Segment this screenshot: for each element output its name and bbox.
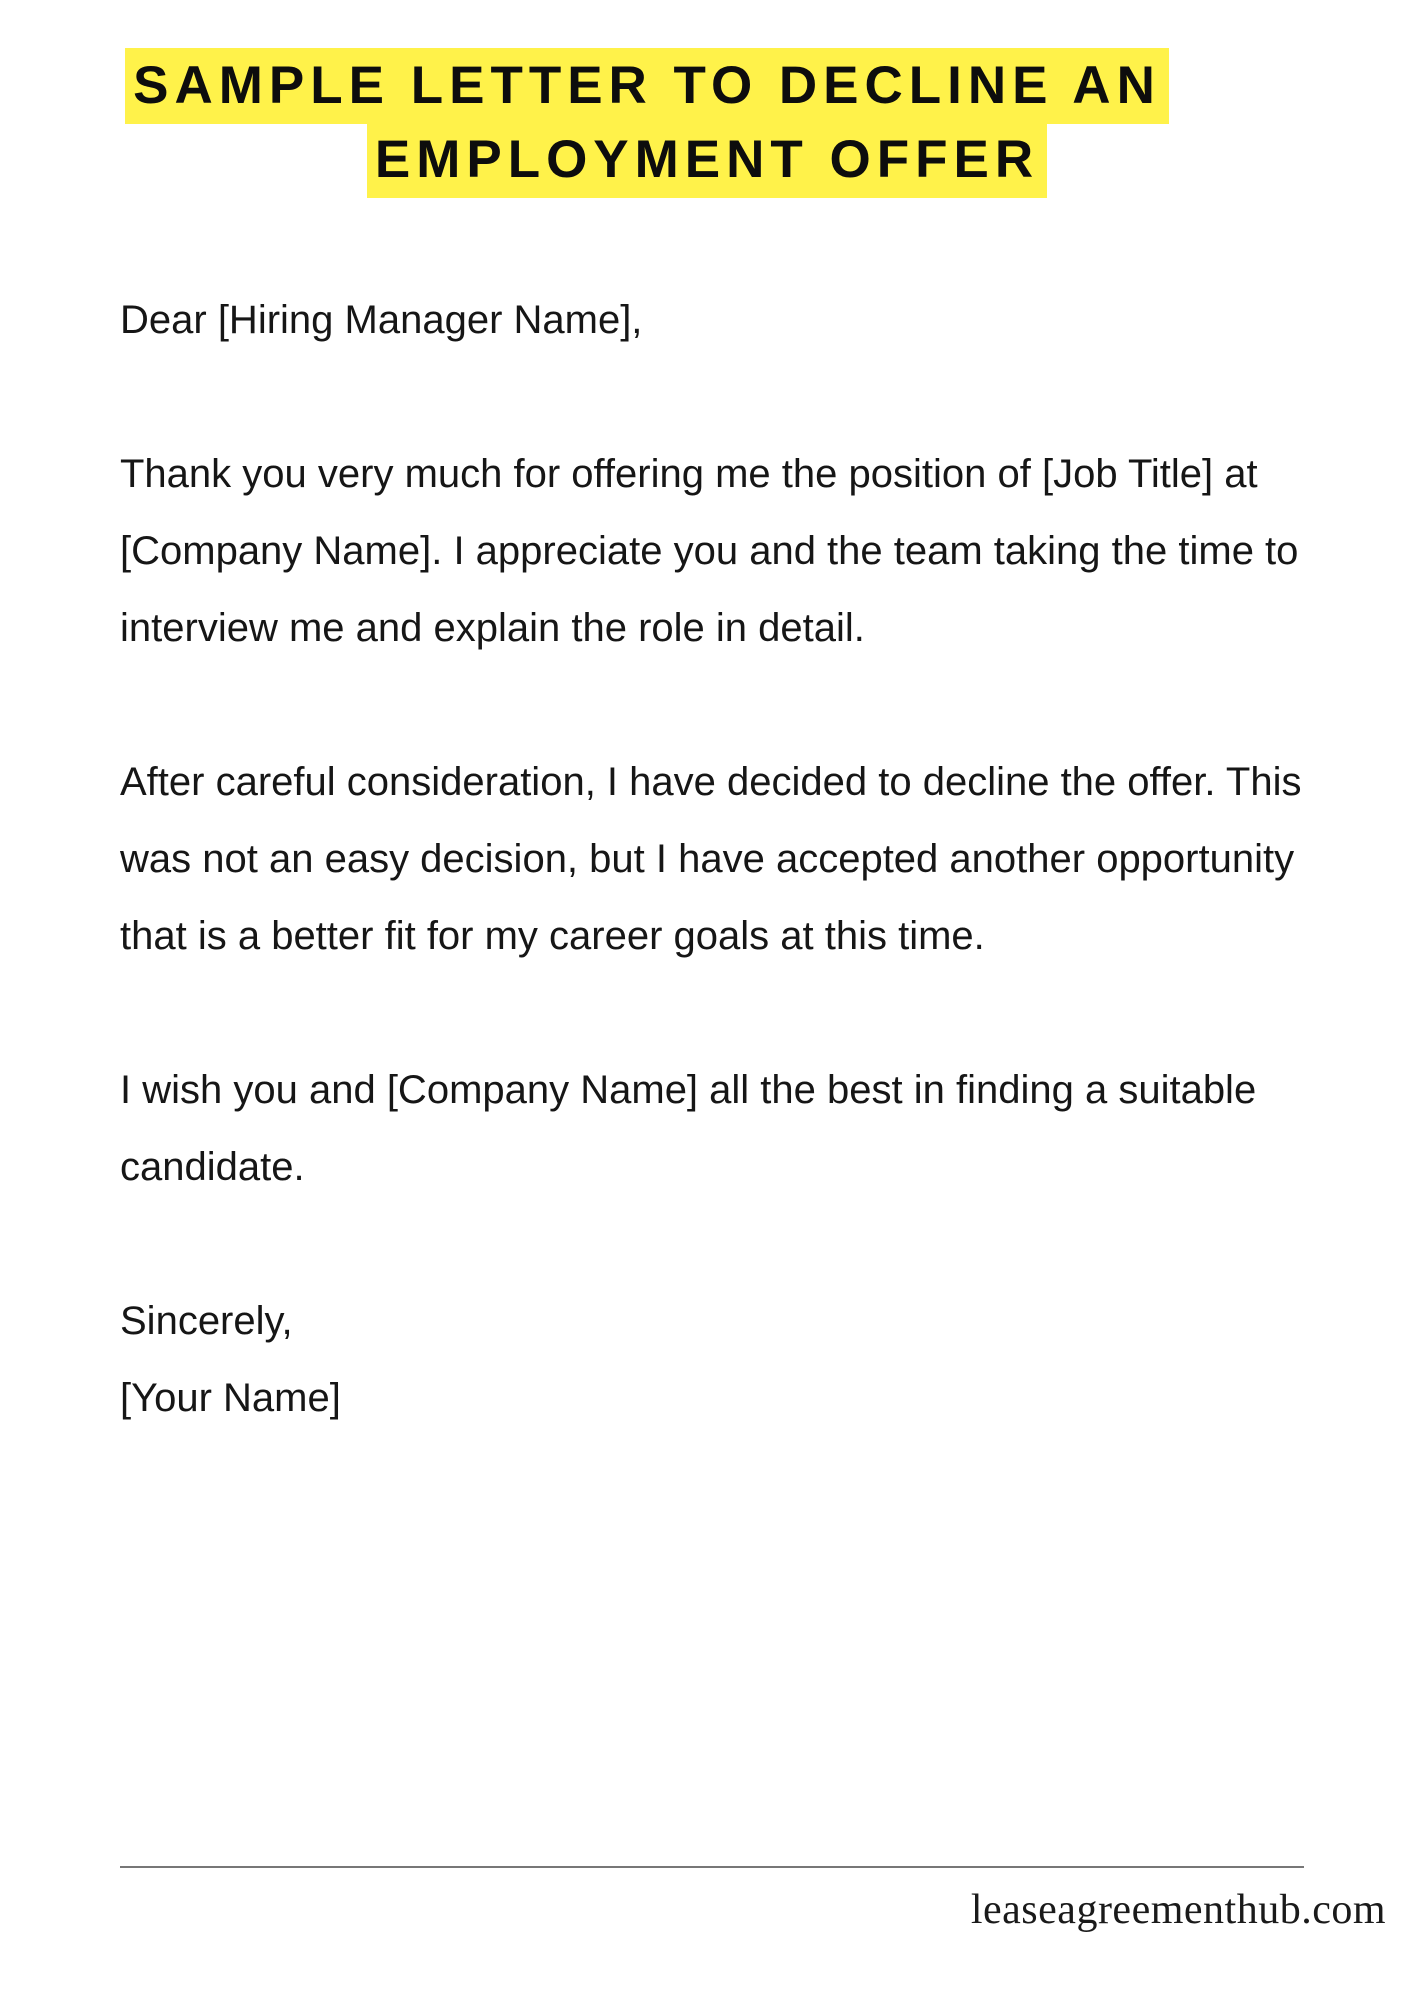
paragraph-wishes: I wish you and [Company Name] all the best in finding a suitable candidate. (120, 1068, 1257, 1189)
title-line-1: SAMPLE LETTER TO DECLINE AN (125, 48, 1169, 124)
signature: [Your Name] (120, 1376, 341, 1420)
salutation: Dear [Hiring Manager Name], (120, 298, 643, 342)
page-title (0, 48, 1414, 198)
paragraph-decline: After careful consideration, I have decided to decline the offer. This was not an easy decision, but I have accepted another opportunity that is a better fit for my career goals at this time. (120, 760, 1302, 958)
footer-website: leaseagreementhub.com (970, 1887, 1386, 1933)
paragraph-thanks: Thank you very much for offering me the position of [Job Title] at [Company Name]. I appreciate you and the team taking the time to interview me and explain the role in detail. (120, 452, 1299, 650)
title-line-2: EMPLOYMENT OFFER (367, 122, 1047, 198)
footer-divider (120, 1866, 1304, 1868)
closing: Sincerely, (120, 1299, 293, 1343)
letter-body (120, 282, 1360, 1437)
